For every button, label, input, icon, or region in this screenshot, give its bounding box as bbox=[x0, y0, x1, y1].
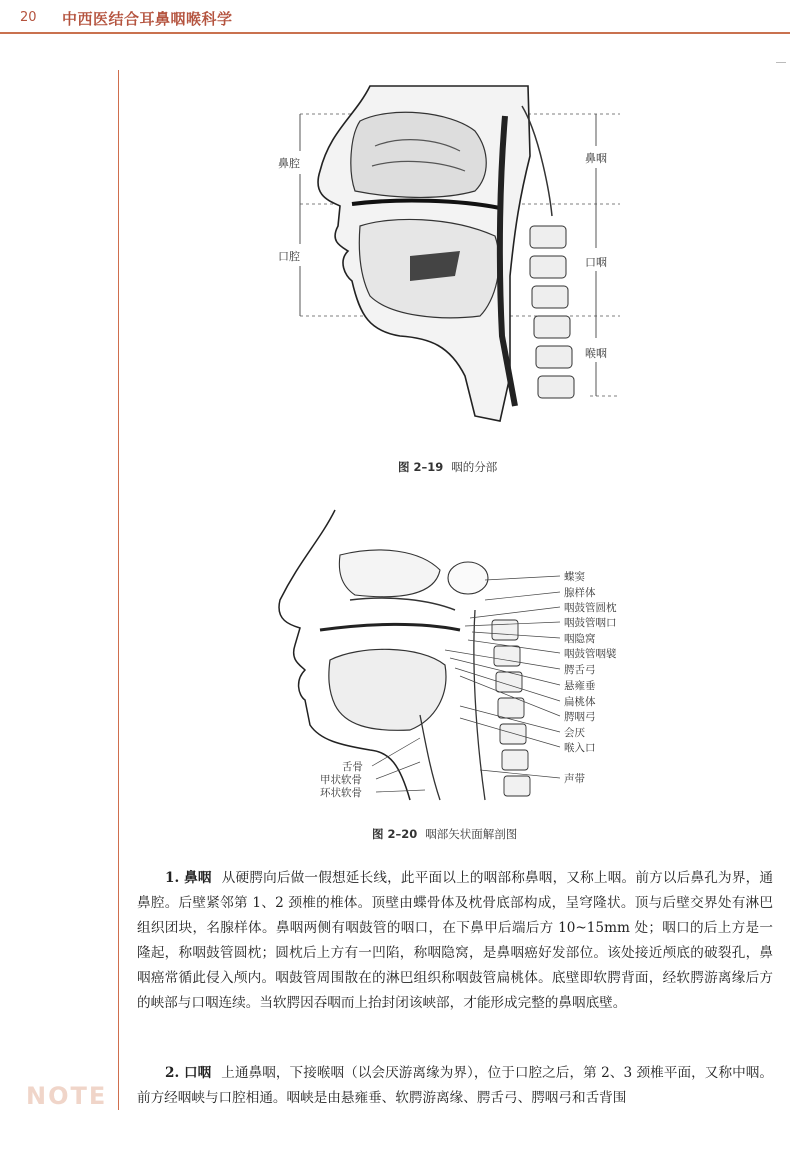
figure2-caption bbox=[372, 826, 517, 842]
pharynx-sagittal-illustration bbox=[260, 500, 640, 810]
label-pharyngeal-ostium: 咽鼓管咽口 bbox=[564, 617, 617, 629]
paragraph-heading: 2. 口咽 bbox=[165, 1065, 212, 1081]
label-palatopharyngeal-arch: 腭咽弓 bbox=[564, 711, 596, 723]
figure1-caption bbox=[398, 459, 497, 475]
label-palatoglossal-arch: 腭舌弓 bbox=[564, 664, 596, 676]
label-cricoid-cartilage: 环状软骨 bbox=[320, 787, 362, 799]
margin-rule bbox=[118, 70, 119, 1110]
book-title: 中西医结合耳鼻咽喉科学 bbox=[62, 10, 233, 28]
corner-mark bbox=[776, 62, 786, 73]
figure2-caption-text: 咽部矢状面解剖图 bbox=[425, 827, 518, 841]
figure-pharynx-sagittal bbox=[260, 500, 640, 810]
paragraph-text: 上通鼻咽，下接喉咽（以会厌游离缘为界），位于口腔之后，第 2、3 颈椎平面，又称中咽。前方经咽峡与口腔相通。咽峡是由悬雍垂、软腭游离缘、腭舌弓、腭咽弓和舌背围 bbox=[137, 1065, 773, 1106]
label-pharyngeal-recess: 咽隐窝 bbox=[564, 633, 596, 645]
label-sphenoid-sinus: 蝶窦 bbox=[564, 571, 585, 583]
label-oral-cavity: 口腔 bbox=[278, 250, 300, 263]
figure1-caption-text: 咽的分部 bbox=[451, 460, 498, 474]
label-adenoid: 腺样体 bbox=[564, 587, 596, 599]
label-epiglottis: 会厌 bbox=[564, 727, 585, 739]
label-laryngopharynx: 喉咽 bbox=[585, 347, 607, 360]
figure-pharynx-divisions bbox=[260, 76, 640, 436]
label-vocal-cord: 声带 bbox=[564, 773, 585, 785]
paragraph-nasopharynx bbox=[137, 866, 773, 1016]
label-torus-tubarius: 咽鼓管圆枕 bbox=[564, 602, 617, 614]
paragraph-heading: 1. 鼻咽 bbox=[165, 870, 212, 886]
label-hyoid-bone: 舌骨 bbox=[342, 761, 363, 773]
paragraph-text: 从硬腭向后做一假想延长线，此平面以上的咽部称鼻咽，又称上咽。前方以后鼻孔为界，通鼻腔。后壁紧邻第 1、2 颈椎的椎体。顶壁由蝶骨体及枕骨底部构成，呈穹隆状。顶与后壁交界处有淋巴组织团块，名腺样体。鼻咽两侧有咽鼓管的咽口，在下鼻甲后端后方 10~15mm 处；咽口的后上方是一隆起，称咽鼓管圆枕；圆枕后上方有一凹陷，称咽隐窝，是鼻咽癌好发部位。该处接近颅底的破裂孔，鼻咽癌常循此侵入颅内。咽鼓管周围散在的淋巴组织称咽鼓管扁桃体。底壁即软腭背面，经软腭游离缘后方的峡部与口咽连续。当软腭因吞咽而上抬封闭该峡部，才能形成完整的鼻咽底壁。 bbox=[137, 870, 773, 1011]
label-nasal-cavity: 鼻腔 bbox=[278, 157, 300, 170]
header-rule bbox=[0, 32, 790, 34]
page-number: 20 bbox=[20, 10, 37, 25]
label-tonsil: 扁桃体 bbox=[564, 696, 596, 708]
note-label: NOTE bbox=[26, 1082, 108, 1110]
figure1-caption-number: 图 2–19 bbox=[398, 460, 444, 474]
label-oropharynx: 口咽 bbox=[585, 256, 607, 269]
pharynx-divisions-illustration bbox=[260, 76, 640, 436]
page-header bbox=[0, 0, 790, 34]
label-uvula: 悬雍垂 bbox=[564, 680, 596, 692]
label-salpingopharyngeal-fold: 咽鼓管咽襞 bbox=[564, 648, 617, 660]
label-thyroid-cartilage: 甲状软骨 bbox=[320, 774, 362, 786]
label-nasopharynx: 鼻咽 bbox=[585, 152, 607, 165]
label-laryngeal-inlet: 喉入口 bbox=[564, 742, 596, 754]
figure2-caption-number: 图 2–20 bbox=[372, 827, 418, 841]
paragraph-oropharynx bbox=[137, 1061, 773, 1111]
